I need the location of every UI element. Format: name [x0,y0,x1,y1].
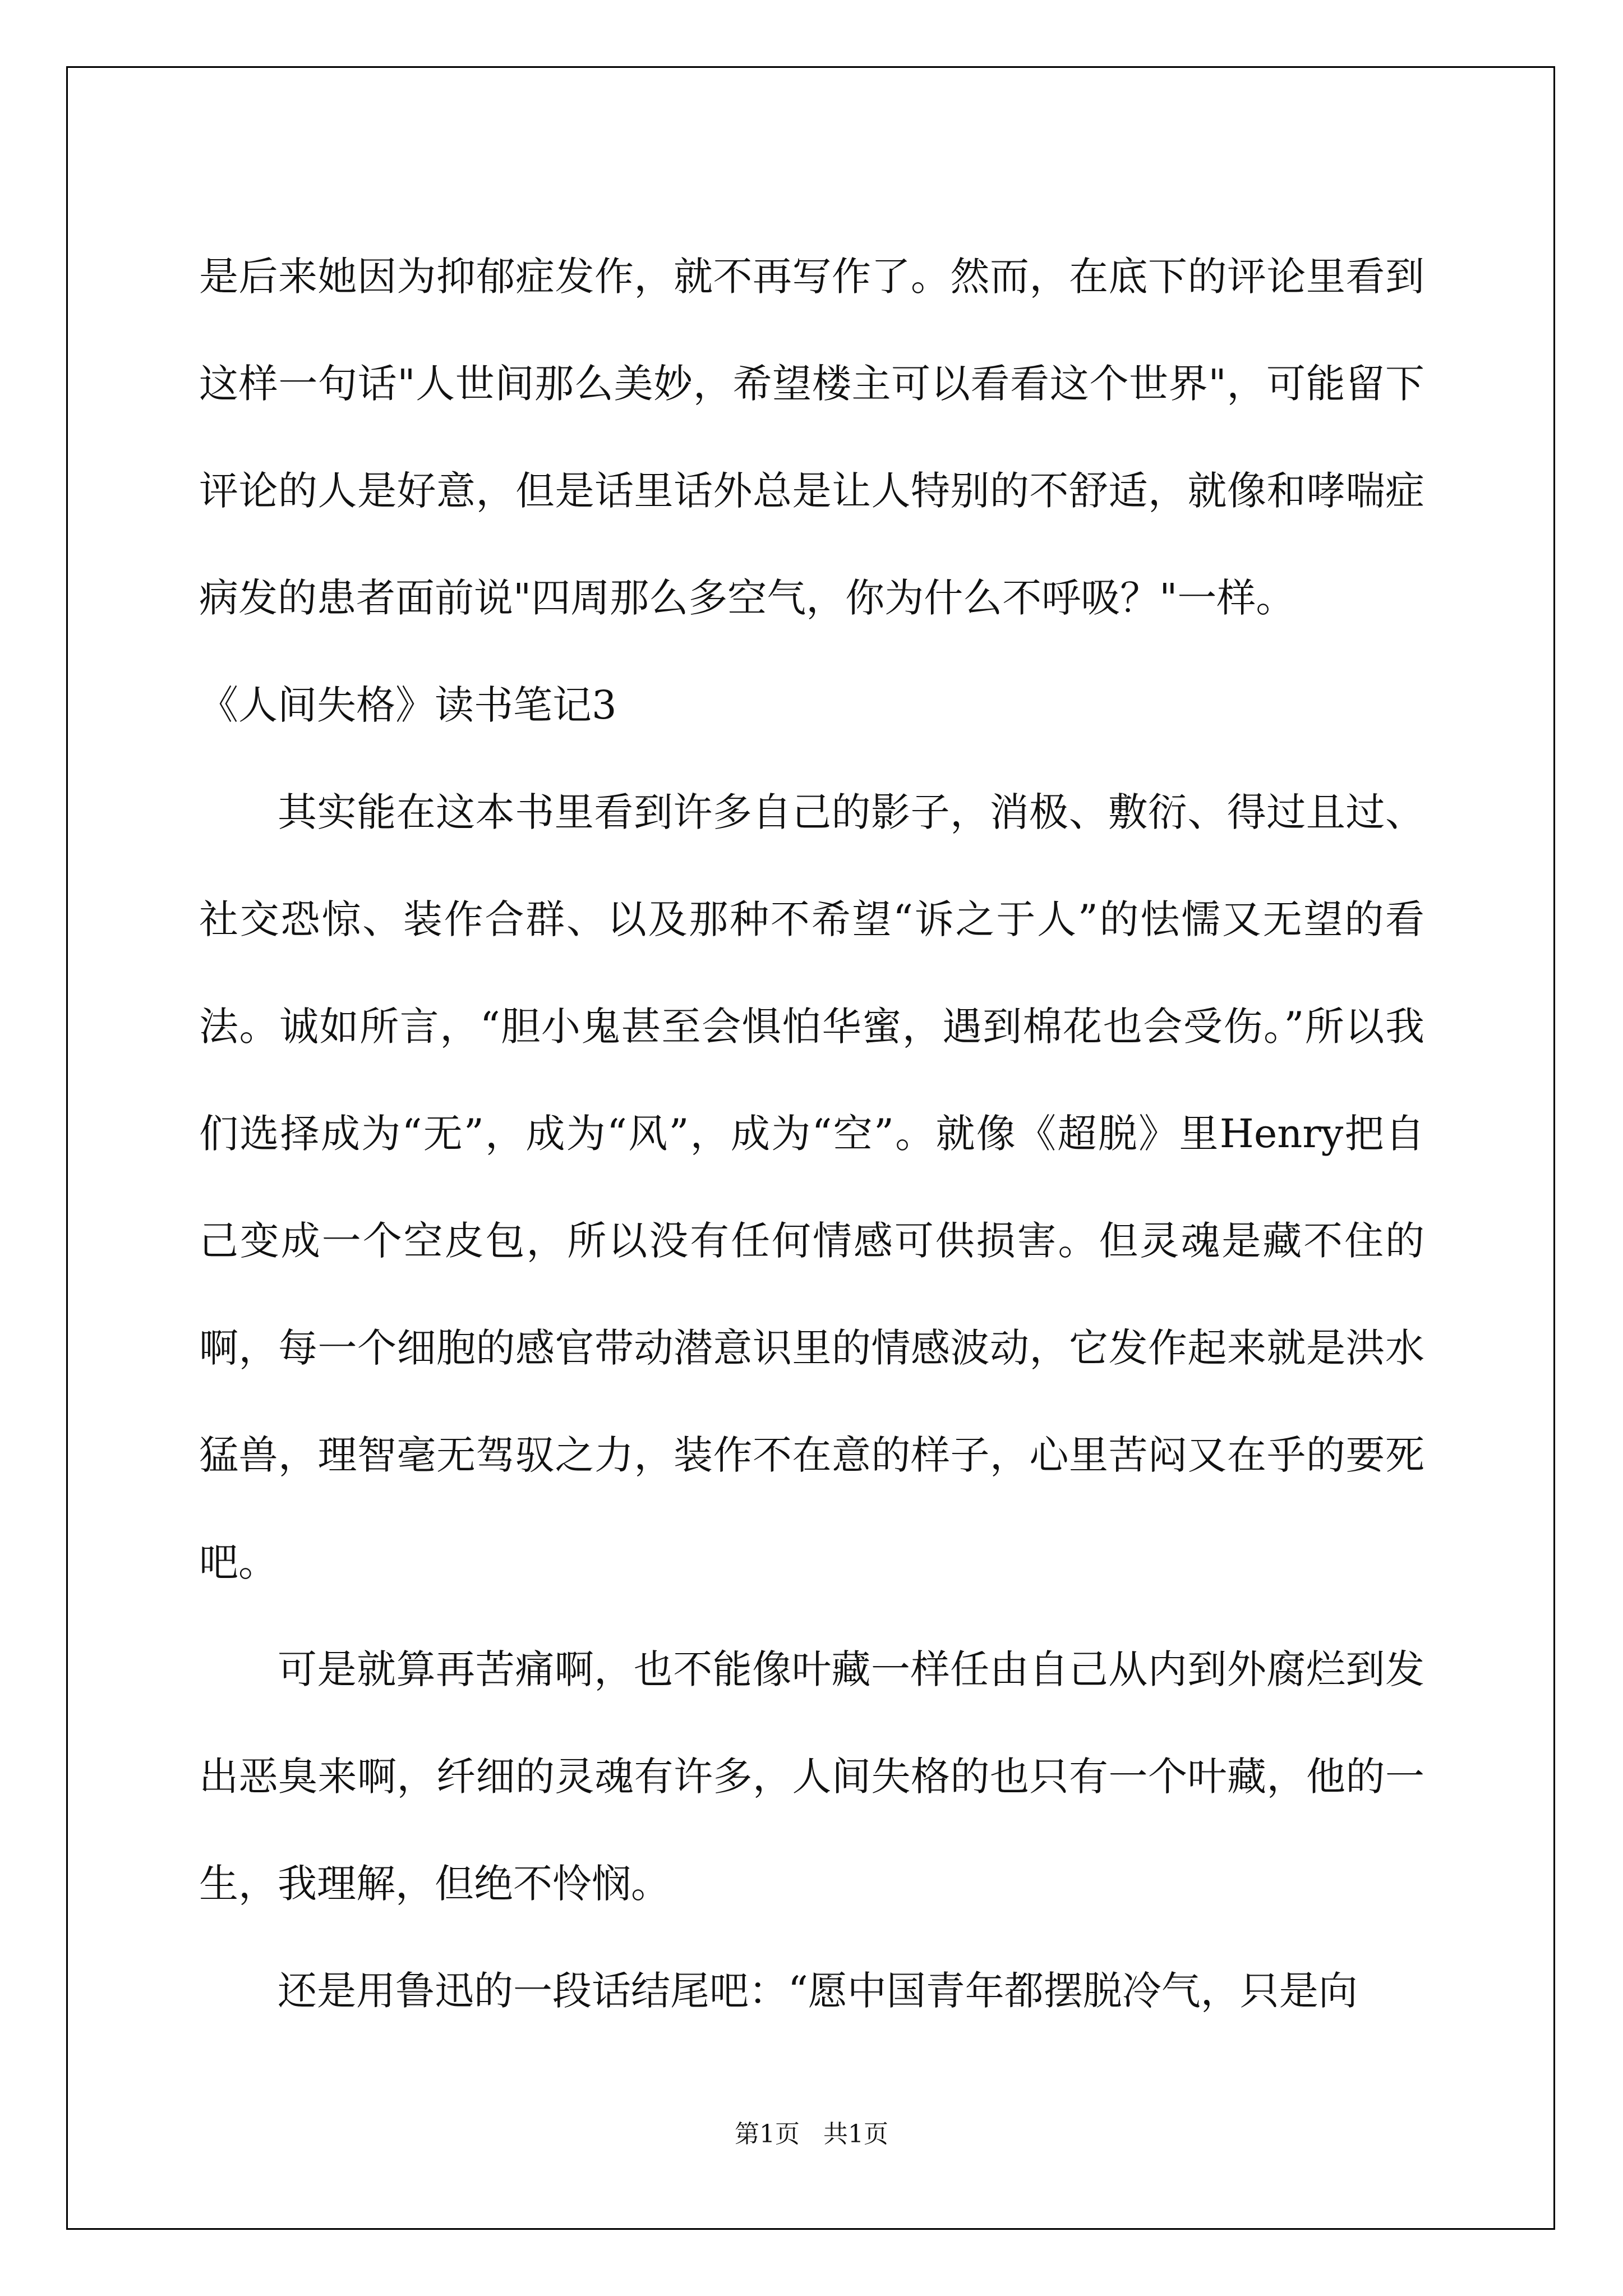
page-footer [0,2114,1623,2150]
section-heading: 《人间失格》读书笔记3 [199,682,617,728]
paragraph: 可是就算再苦痛啊，也不能像叶藏一样任由自己从内到外腐烂到发出恶臭来啊，纤细的灵魂有许多，人间失格的也只有一个叶藏，他的一生，我理解，但绝不怜悯。 [199,1646,1424,1907]
paragraph: 其实能在这本书里看到许多自己的影子，消极、敷衍、得过且过、社交恐惊、装作合群、以及那种不希望“诉之于人”的怯懦又无望的看法。诚如所言，“胆小鬼甚至会惧怕华蜜，遇到棉花也会受伤。”所以我们选择成为“无”，成为“风”，成为“空”。就像《超脱》里Henry把自己变成一个空皮包，所以没有任何情感可供损害。但灵魂是藏不住的啊，每一个细胞的感官带动潜意识里的情感波动，它发作起来就是洪水猛兽，理智毫无驾驭之力，装作不在意的样子，心里苦闷又在乎的要死吧。 [199,789,1424,1585]
page-number: 第1页 [735,2120,800,2148]
page-total: 共1页 [823,2120,888,2148]
document-body [199,223,1424,2045]
paragraph-continuation: 是后来她因为抑郁症发作，就不再写作了。然而，在底下的评论里看到这样一句话"人世间那么美妙，希望楼主可以看看这个世界"，可能留下评论的人是好意，但是话里话外总是让人特别的不舒适，就像和哮喘症病发的患者面前说"四周那么多空气，你为什么不呼吸？"一样。 [199,254,1424,621]
paragraph: 还是用鲁迅的一段话结尾吧：“愿中国青年都摆脱冷气，只是向 [278,1968,1358,2014]
